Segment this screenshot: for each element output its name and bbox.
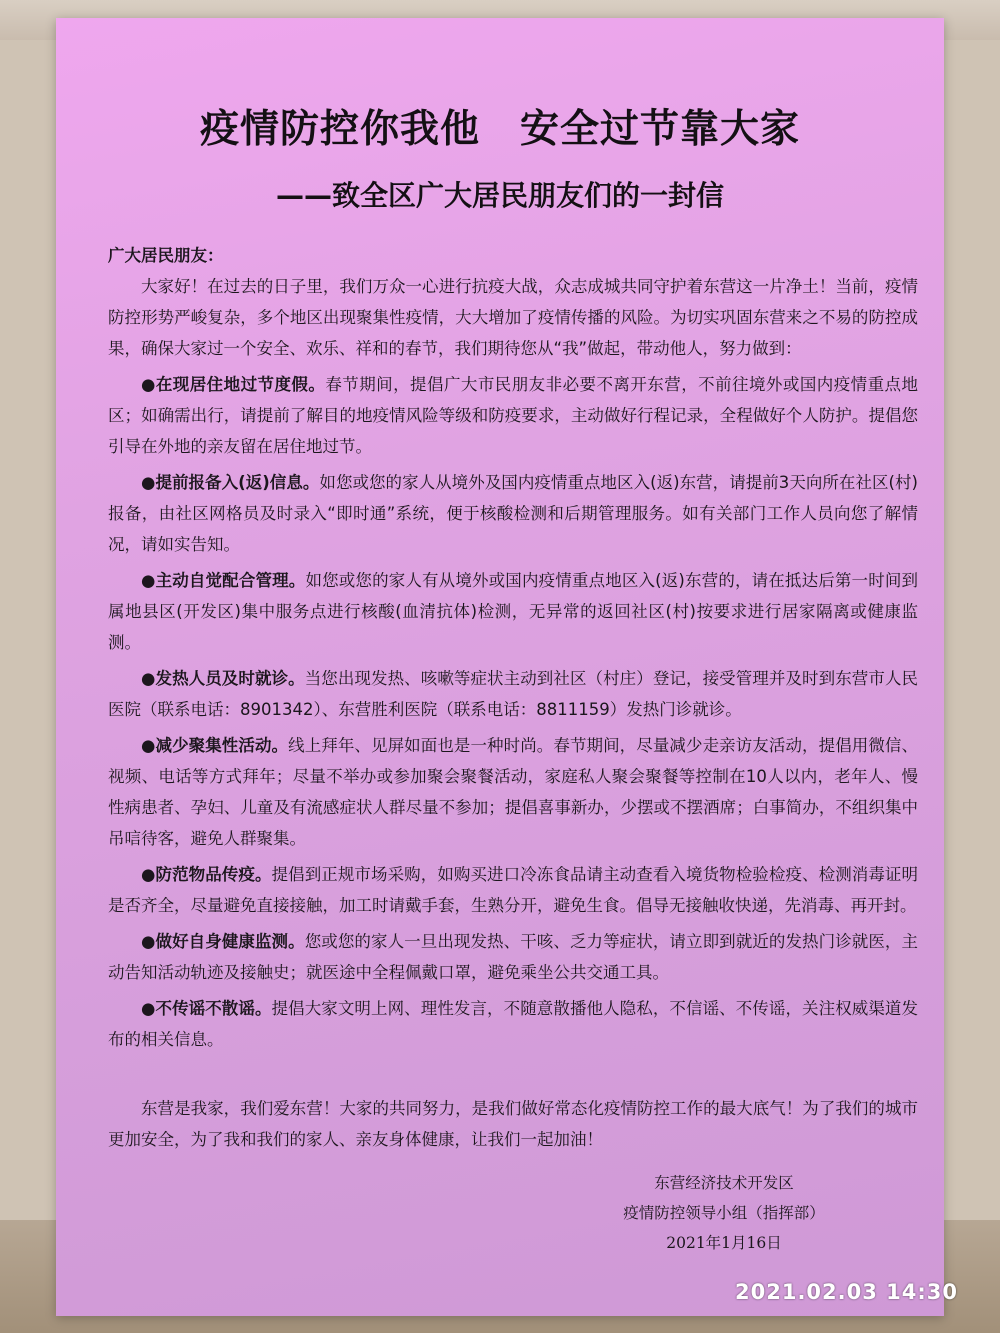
bullet-icon: ● [141, 999, 156, 1018]
guideline-item-5 [108, 730, 918, 854]
letter-body [108, 240, 918, 1155]
guideline-text: 提倡大家文明上网、理性发言，不随意散播他人隐私，不信谣、不传谣，关注权威渠道发布的相关信息。 [108, 999, 918, 1049]
bullet-icon: ● [141, 669, 156, 688]
guideline-item-1 [108, 369, 918, 462]
letter-sheet [56, 18, 944, 1316]
guideline-heading: 做好自身健康监测。 [155, 932, 305, 951]
guideline-heading: 发热人员及时就诊。 [155, 669, 305, 688]
guideline-text: 提倡到正规市场采购，如购买进口冷冻食品请主动查看入境货物检验检疫、检测消毒证明是否齐全，尽量避免直接接触，加工时请戴手套，生熟分开，避免生食。倡导无接触收快递，先消毒、再开封。 [108, 865, 918, 915]
guideline-heading: 减少聚集性活动。 [155, 736, 289, 755]
guideline-text: 如您或您的家人从境外及国内疫情重点地区入(返)东营，请提前3天向所在社区(村)报备，由社区网格员及时录入“即时通”系统，便于核酸检测和后期管理服务。如有关部门工作人员向您了解情况，请如实告知。 [108, 473, 918, 554]
guideline-item-7 [108, 926, 918, 988]
bullet-icon: ● [141, 932, 156, 951]
bullet-icon: ● [141, 473, 156, 492]
letter-title: 疫情防控你我他 安全过节靠大家 [199, 106, 800, 152]
signature-department: 疫情防控领导小组（指挥部） [623, 1204, 825, 1222]
intro-paragraph: 大家好！在过去的日子里，我们万众一心进行抗疫大战，众志成城共同守护着东营这一片净土！当前，疫情防控形势严峻复杂，多个地区出现聚集性疫情，大大增加了疫情传播的风险。为切实巩固东营来之不易的防控成果，确保大家过一个安全、欢乐、祥和的春节，我们期待您从“我”做起，带动他人，努力做到： [108, 277, 918, 358]
guideline-heading: 提前报备入(返)信息。 [155, 473, 320, 492]
guideline-heading: 在现居住地过节度假。 [155, 375, 326, 394]
guideline-text: 您或您的家人一旦出现发热、干咳、乏力等症状，请立即到就近的发热门诊就医，主动告知活动轨迹及接触史；就医途中全程佩戴口罩，避免乘坐公共交通工具。 [108, 932, 918, 982]
photo-timestamp: 2021.02.03 14:30 [735, 1280, 959, 1304]
guideline-item-3 [108, 565, 918, 658]
guideline-text: 如您或您的家人有从境外或国内疫情重点地区入(返)东营的，请在抵达后第一时间到属地县区(开发区)集中服务点进行核酸(血清抗体)检测，无异常的返回社区(村)按要求进行居家隔离或健康监测。 [108, 571, 919, 652]
signature-block [594, 1168, 854, 1258]
signature-date: 2021年1月16日 [666, 1234, 782, 1252]
bullet-icon: ● [141, 375, 156, 394]
guideline-item-2 [108, 467, 918, 560]
bullet-icon: ● [141, 571, 156, 590]
guideline-text: 春节期间，提倡广大市民朋友非必要不离开东营，不前往境外或国内疫情重点地区；如确需出行，请提前了解目的地疫情风险等级和防疫要求，主动做好行程记录，全程做好个人防护。提倡您引导在外地的亲友留在居住地过节。 [108, 375, 918, 456]
bullet-icon: ● [141, 736, 156, 755]
guideline-text: 线上拜年、见屏如面也是一种时尚。春节期间，尽量减少走亲访友活动，提倡用微信、视频、电话等方式拜年；尽量不举办或参加聚会聚餐活动，家庭私人聚会聚餐等控制在10人以内，老年人、慢性病患者、孕妇、儿童及有流感症状人群尽量不参加；提倡喜事新办，少摆或不摆酒席；白事简办，不组织集中吊唁待客，避免人群聚集。 [108, 736, 918, 848]
guideline-item-8 [108, 993, 918, 1055]
guideline-heading: 防范物品传疫。 [155, 865, 272, 884]
guideline-heading: 主动自觉配合管理。 [155, 571, 306, 590]
guideline-heading: 不传谣不散谣。 [155, 999, 272, 1018]
closing-paragraph: 东营是我家，我们爱东营！大家的共同努力，是我们做好常态化疫情防控工作的最大底气！为了我们的城市更加安全，为了我和我们的家人、亲友身体健康，让我们一起加油！ [108, 1099, 918, 1149]
guideline-item-4 [108, 663, 918, 725]
letter-subtitle: ——致全区广大居民朋友们的一封信 [275, 179, 724, 212]
signature-org: 东营经济技术开发区 [654, 1174, 794, 1192]
salutation: 广大居民朋友： [108, 246, 224, 265]
guideline-item-6 [108, 859, 918, 921]
guideline-text: 当您出现发热、咳嗽等症状主动到社区（村庄）登记，接受管理并及时到东营市人民医院（联系电话：8901342）、东营胜利医院（联系电话：8811159）发热门诊就诊。 [108, 669, 918, 719]
bullet-icon: ● [141, 865, 156, 884]
